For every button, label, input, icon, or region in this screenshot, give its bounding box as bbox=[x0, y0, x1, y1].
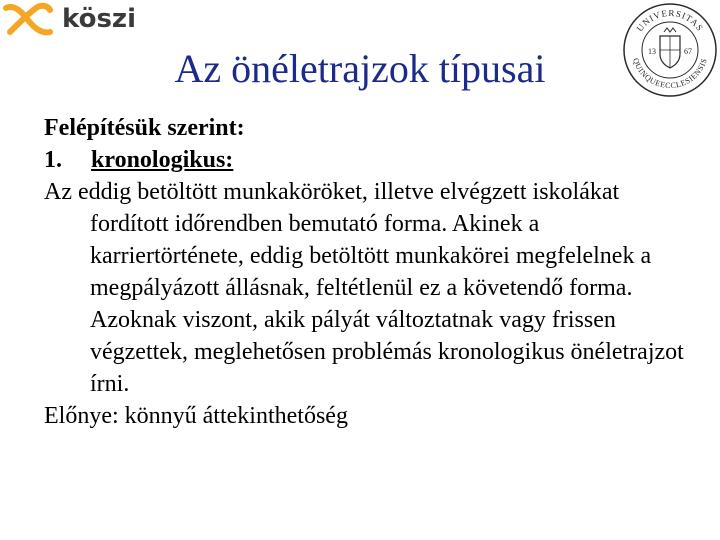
list-number: 1. bbox=[44, 147, 62, 173]
list-item bbox=[44, 144, 684, 176]
brand-logo bbox=[0, 0, 136, 40]
koszi-logo-icon bbox=[2, 2, 54, 38]
seal-year-right: 67 bbox=[684, 47, 692, 56]
section-subtitle: Felépítésük szerint: bbox=[44, 115, 245, 141]
seal-text-bottom: QUINQUEECCLESIENSIS bbox=[631, 56, 709, 91]
brand-name: köszi bbox=[62, 4, 136, 34]
description-paragraph: Az eddig betöltött munkaköröket, illetve elvégzett iskolákat fordított időrendben bemutató forma. Akinek a karriertörténete, eddig betöltött munkakörei megfelelnek a megpályázott állásnak, feltétlenül ez a követendő forma. Azoknak viszont, akik pályát változtatnak vagy frissen végzettek, meglehetősen problémás kronologikus önéletrajzot írni. bbox=[44, 179, 684, 397]
slide-body bbox=[44, 112, 684, 432]
list-item-label: kronologikus: bbox=[91, 147, 234, 173]
seal-text-top: UNIVERSITAS bbox=[634, 7, 706, 34]
advantage-line: Előnye: könnyű áttekinthetőség bbox=[44, 403, 348, 429]
seal-year-left: 13 bbox=[648, 47, 656, 56]
slide-title: Az önéletrajzok típusai bbox=[174, 46, 546, 91]
